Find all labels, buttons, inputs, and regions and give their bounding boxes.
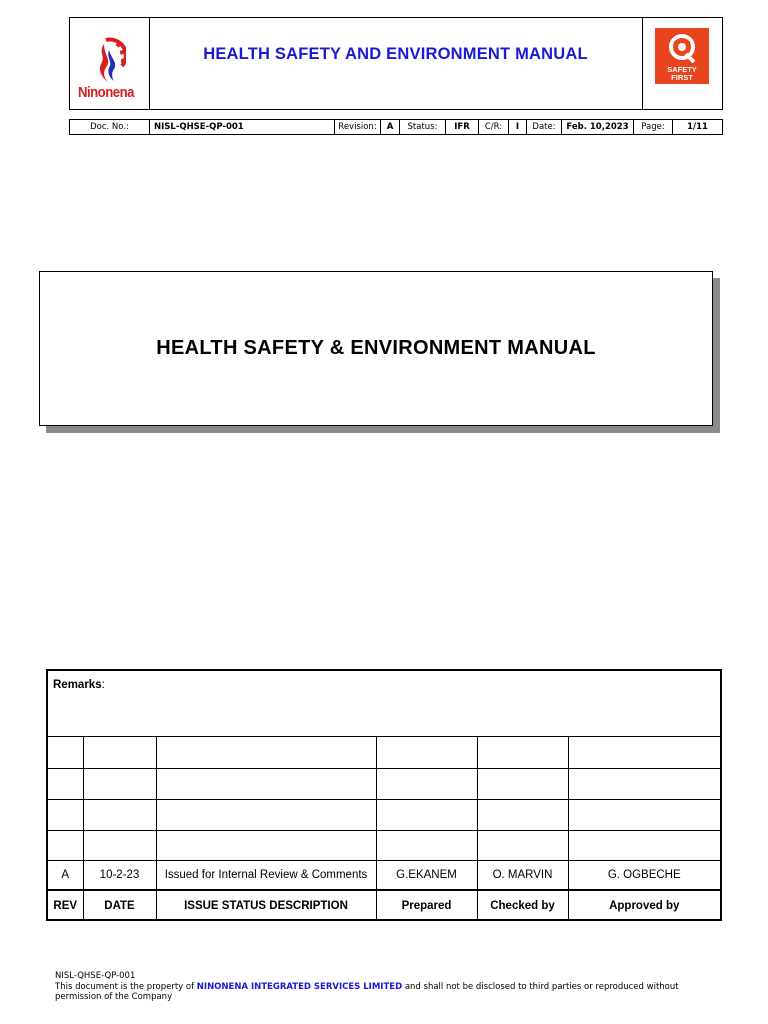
brand-name: Ninonena bbox=[78, 84, 134, 101]
date-cell: 10-2-23 bbox=[83, 860, 156, 890]
cr-value: I bbox=[509, 120, 527, 134]
table-cell bbox=[156, 737, 376, 768]
footer-doc-no: NISL-QHSE-QP-001 bbox=[55, 971, 136, 981]
safety-first-icon bbox=[667, 32, 697, 64]
document-header bbox=[69, 17, 723, 110]
table-cell bbox=[156, 830, 376, 860]
table-row bbox=[48, 799, 720, 830]
main-title-box bbox=[39, 271, 713, 426]
table-cell bbox=[83, 737, 156, 768]
table-cell bbox=[83, 830, 156, 860]
cr-label: C/R: bbox=[479, 120, 509, 134]
table-row bbox=[48, 737, 720, 768]
footer-text-after: and shall not be disclosed to third parties or reproduced without permission of the Company bbox=[55, 981, 679, 1002]
table-cell bbox=[568, 768, 720, 799]
remarks-colon: : bbox=[101, 679, 105, 691]
table-cell bbox=[156, 768, 376, 799]
header-rev: REV bbox=[48, 890, 83, 920]
footer-company: NINONENA INTEGRATED SERVICES LIMITED bbox=[196, 981, 403, 992]
remarks-area bbox=[48, 671, 720, 737]
table-cell bbox=[83, 799, 156, 830]
header-prepared: Prepared bbox=[376, 890, 477, 920]
date-label: Date: bbox=[527, 120, 562, 134]
table-row bbox=[48, 830, 720, 860]
table-cell bbox=[376, 830, 477, 860]
table-row bbox=[48, 860, 720, 890]
revision-label: Revision: bbox=[335, 120, 381, 134]
table-cell bbox=[48, 799, 83, 830]
badge-line-2: FIRST bbox=[671, 73, 693, 82]
badge-line-1: SAFETY bbox=[667, 65, 697, 74]
doc-no-label: Doc. No.: bbox=[70, 120, 150, 134]
document-footer bbox=[55, 971, 725, 1003]
header-checked: Checked by bbox=[477, 890, 568, 920]
description-cell: Issued for Internal Review & Comments bbox=[156, 860, 376, 890]
page-value: 1/11 bbox=[687, 122, 708, 132]
header-title: HEALTH SAFETY AND ENVIRONMENT MANUAL bbox=[203, 45, 588, 63]
table-cell bbox=[48, 768, 83, 799]
table-cell bbox=[156, 799, 376, 830]
table-cell bbox=[477, 768, 568, 799]
header-title-cell bbox=[149, 18, 643, 109]
status-label: Status: bbox=[400, 120, 446, 134]
table-header-row bbox=[48, 890, 720, 920]
header-date: DATE bbox=[83, 890, 156, 920]
footer-notice bbox=[55, 982, 725, 1003]
safety-first-badge bbox=[655, 28, 709, 84]
table-cell bbox=[477, 830, 568, 860]
footer-text-before: This document is the property of bbox=[55, 981, 197, 992]
table-cell bbox=[477, 799, 568, 830]
table-cell bbox=[48, 737, 83, 768]
table-cell bbox=[48, 830, 83, 860]
prepared-cell: G.EKANEM bbox=[376, 860, 477, 890]
table-row bbox=[48, 768, 720, 799]
main-title: HEALTH SAFETY & ENVIRONMENT MANUAL bbox=[156, 337, 596, 359]
header-description: ISSUE STATUS DESCRIPTION bbox=[156, 890, 376, 920]
doc-no-value: NISL-QHSE-QP-001 bbox=[150, 120, 335, 134]
revision-block bbox=[46, 669, 722, 921]
checked-cell: O. MARVIN bbox=[477, 860, 568, 890]
flame-gear-logo-icon bbox=[92, 36, 126, 86]
approved-cell: G. OGBECHE bbox=[568, 860, 720, 890]
page-label: Page: bbox=[634, 120, 673, 134]
revision-table bbox=[48, 737, 720, 920]
status-value: IFR bbox=[446, 120, 479, 134]
rev-cell: A bbox=[48, 860, 83, 890]
date-value: Feb. 10,2023 bbox=[562, 120, 634, 134]
table-cell bbox=[477, 737, 568, 768]
table-cell bbox=[376, 737, 477, 768]
table-cell bbox=[83, 768, 156, 799]
document-info-row bbox=[69, 119, 723, 135]
table-cell bbox=[568, 830, 720, 860]
company-logo bbox=[70, 18, 150, 109]
header-approved: Approved by bbox=[609, 899, 680, 912]
table-cell bbox=[376, 799, 477, 830]
safety-badge-cell bbox=[643, 18, 722, 109]
table-cell bbox=[376, 768, 477, 799]
table-cell bbox=[568, 799, 720, 830]
table-cell bbox=[568, 737, 720, 768]
revision-value: A bbox=[381, 120, 400, 134]
remarks-label: Remarks bbox=[53, 679, 102, 691]
